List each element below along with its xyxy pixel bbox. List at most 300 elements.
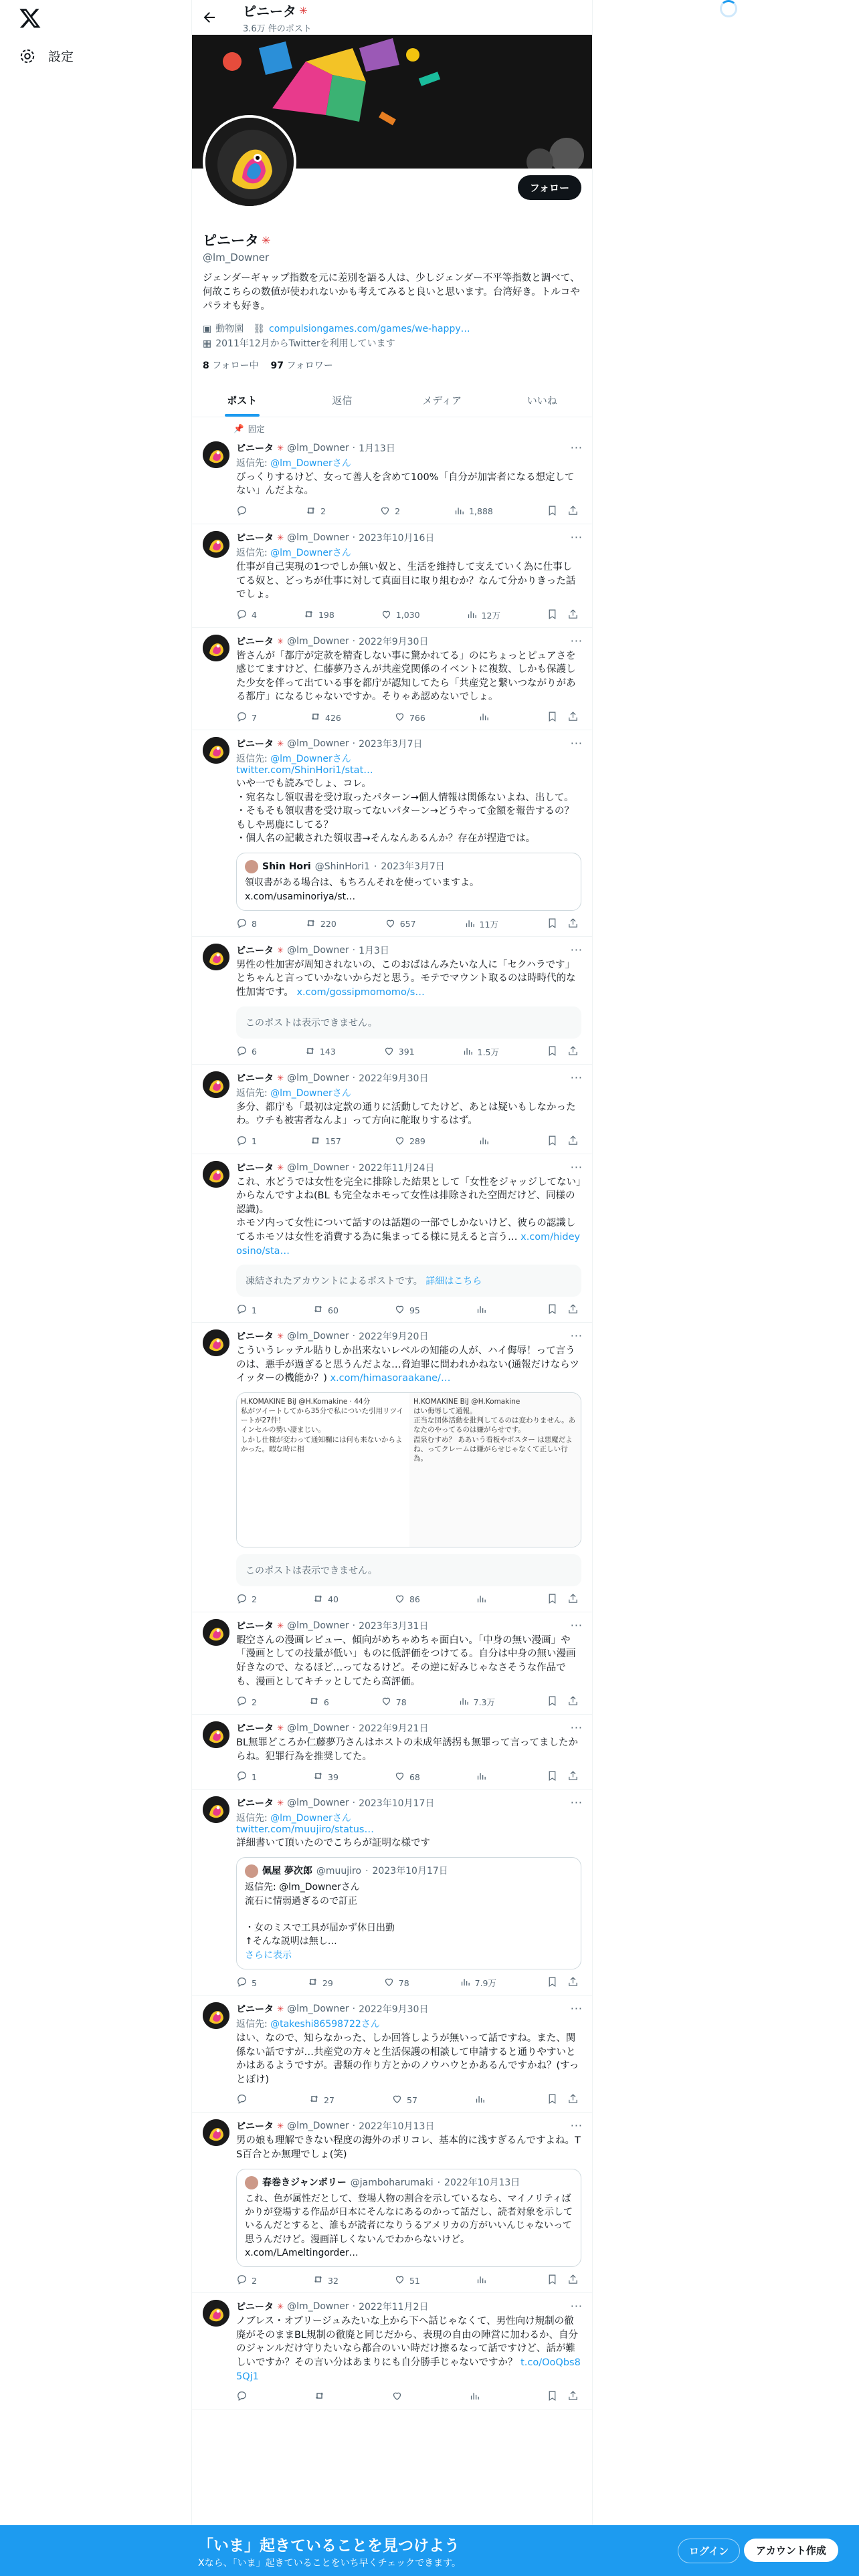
tweet-author-handle: @lm_Downer	[287, 944, 349, 956]
chart-icon	[458, 1695, 470, 1709]
share-icon[interactable]	[567, 2093, 579, 2107]
tweet[interactable]: ピニータ ✳ @lm_Downer · 2022年9月30日 返信先: @lm_Downerさん 多分、都庁も「最初は定款の通りに活動してたけど、あとは疑いもしなかったわ。ウチも被害者なんよ」って方向に舵取りするはず。 1 157 289 ···	[192, 1065, 592, 1154]
tweet-author-handle: @lm_Downer	[287, 2301, 349, 2313]
tweet-avatar[interactable]	[203, 2300, 229, 2327]
bookmark-icon[interactable]	[547, 2274, 558, 2287]
star-badge-icon: ✳	[277, 1620, 284, 1630]
retweet-icon	[312, 1303, 324, 1317]
signup-banner-subtitle: Xなら、「いま」起きていることをいち早くチェックできます。	[198, 2558, 462, 2569]
chart-icon	[476, 1593, 487, 1606]
tweet[interactable]: ピニータ ✳ @lm_Downer · 2022年11月2日 ノブレス・オブリージュみたいな上から下へ話じゃなくて、男性向け規制の徹廃がそのままBL規制の徹廃と同じだから、表現の自由の陣営に加わるか、自分のジャンルだけ守りたいなら都合のいい時だけ擦るなって話ですけど、話が難しいですか？その言い分はあまりにも自分勝手じゃないですか？ t.co/OoQbs85Qj1 ···	[192, 2293, 592, 2409]
reply-button[interactable]: 4	[236, 609, 257, 622]
views-button[interactable]	[478, 1135, 494, 1148]
timeline	[192, 435, 592, 2409]
retweet-button[interactable]: 198	[303, 609, 335, 622]
tweet-author-handle: @lm_Downer	[287, 1162, 349, 1173]
reply-icon	[236, 1593, 248, 1606]
reply-button[interactable]	[236, 2093, 252, 2107]
tweet[interactable]: ピニータ ✳ @lm_Downer · 1月3日 男性の性加害が周知されないの、このおばはんみたいな人に「セクハラです」とちゃんと言っていかないからだと思う。モテでマウント取るのは時時代的な性加害です。 x.com/gossipmomomo/s… このポストは表示できません。 6 143 391 1.5万 ···	[192, 937, 592, 1065]
tweet-avatar[interactable]	[203, 635, 229, 661]
tweet-date[interactable]: 2022年9月20日	[359, 1331, 429, 1343]
retweet-icon	[314, 2390, 325, 2403]
share-icon[interactable]	[567, 505, 579, 518]
retweet-button[interactable]: 27	[308, 2093, 335, 2107]
quote-author-handle: @jamboharumaki	[350, 2177, 434, 2188]
quoted-tweet[interactable]: 佩屋 夢次郎 @muujiro · 2023年10月17日 返信先: @lm_Downerさん 流石に情弱過ぎるので訂正 ・女のミスで工具が届かず休日出勤 ↑そんな説明は無し… さらに表示	[236, 1857, 581, 1969]
bookmark-icon[interactable]	[547, 2390, 558, 2403]
retweet-icon	[310, 711, 321, 724]
tweet-author-name[interactable]: ピニータ	[236, 945, 274, 956]
more-options-icon[interactable]: ···	[570, 2119, 583, 2133]
share-icon[interactable]	[567, 1695, 579, 1709]
followers-link[interactable]: 97 フォロワー	[270, 360, 333, 371]
tweet-author-handle: @lm_Downer	[287, 635, 349, 647]
tweet-author-name[interactable]: ピニータ	[236, 2121, 274, 2133]
unavailable-notice: 凍結されたアカウントによるポストです。 詳細はこちら	[236, 1265, 581, 1297]
tweet-author-handle: @lm_Downer	[287, 1723, 349, 1734]
share-icon[interactable]	[567, 711, 579, 724]
share-icon[interactable]	[567, 1976, 579, 1990]
reply-button[interactable]: 6	[236, 1045, 257, 1059]
retweet-button[interactable]: 60	[312, 1303, 339, 1317]
heart-icon	[394, 1770, 405, 1784]
star-badge-icon: ✳	[277, 1798, 284, 1808]
reply-icon	[236, 1045, 248, 1059]
reply-button[interactable]: 1	[236, 1303, 257, 1317]
quote-author-name: Shin Hori	[262, 861, 311, 872]
tweet-text: いや一でも読みでしょ、コレ。 ・宛名なし領収書を受け取ったパターン→個人情報は関係ないよね、出して。 ・そもそも領収書を受け取ってないパターン→どうやって金額を報告するの？もしや馬鹿にしてる？ ・個人名の記載された領収書→そんなんあるんか？存在が捏造では。	[236, 778, 574, 845]
nav-settings-label: 設定	[48, 49, 74, 64]
profile-avatar[interactable]	[203, 115, 296, 209]
share-icon[interactable]	[567, 1593, 579, 1606]
more-options-icon[interactable]: ···	[570, 2002, 583, 2016]
share-icon[interactable]	[567, 2390, 579, 2403]
more-options-icon[interactable]: ···	[570, 2300, 583, 2313]
chart-icon	[454, 505, 465, 518]
reply-context: 返信先: @takeshi86598722さん	[236, 2019, 380, 2030]
reply-context: 返信先: @lm_Downerさん	[236, 754, 351, 765]
quote-date: 2022年10月13日	[444, 2177, 520, 2188]
profile-handle: @lm_Downer	[203, 251, 270, 263]
bookmark-icon[interactable]	[547, 1976, 558, 1990]
link-icon: ⛓	[253, 324, 266, 335]
tweet-author-name[interactable]: ピニータ	[236, 1073, 274, 1084]
views-button[interactable]: 7.9万	[460, 1976, 496, 1990]
gear-icon	[19, 47, 36, 65]
tweet-author-name[interactable]: ピニータ	[236, 443, 274, 454]
retweet-button[interactable]: 6	[308, 1695, 329, 1709]
bookmark-icon[interactable]	[547, 1303, 558, 1317]
more-options-icon[interactable]: ···	[570, 530, 583, 544]
bookmark-icon[interactable]	[547, 1045, 558, 1059]
retweet-icon	[310, 1135, 321, 1148]
bookmark-icon[interactable]	[547, 2093, 558, 2107]
quote-author-name: 春巻きジャンボリー	[262, 2177, 347, 2188]
share-icon[interactable]	[567, 1303, 579, 1317]
views-button[interactable]	[478, 711, 494, 724]
follow-button[interactable]: フォロー	[518, 175, 581, 200]
reply-icon	[236, 2390, 248, 2403]
tweet-avatar[interactable]	[203, 737, 229, 764]
tweet[interactable]: ピニータ ✳ @lm_Downer · 1月13日 返信先: @lm_Downerさん びっくりするけど、女って善人を含めて100%「自分が加害者になる想定してない」んだよな。 2 2 1,888 ···	[192, 435, 592, 524]
reply-context: 返信先: @lm_Downerさん	[236, 1087, 351, 1099]
tweet-actions	[236, 1976, 581, 1990]
like-button[interactable]: 51	[394, 2274, 420, 2287]
views-button[interactable]	[469, 2390, 484, 2403]
tweet-link[interactable]: x.com/gossipmomomo/s…	[296, 986, 425, 998]
like-button[interactable]: 2	[379, 505, 400, 518]
tweet-link[interactable]: twitter.com/ShinHori1/stat…	[236, 765, 373, 776]
bookmark-icon[interactable]	[547, 1135, 558, 1148]
tweet-avatar[interactable]	[203, 1071, 229, 1098]
reply-icon	[236, 1695, 248, 1709]
star-badge-icon: ✳	[277, 1723, 284, 1733]
tweet-author-name[interactable]: ピニータ	[236, 636, 274, 647]
heart-icon	[381, 1695, 392, 1709]
tweet[interactable]: ピニータ ✳ @lm_Downer · 2023年3月31日 暇空さんの漫画レビュー、傾向がめちゃめちゃ面白い。「中身の無い漫画」や「漫画としての技量が低い」ものに低評価をつけてる。自分は中身の無い漫画好きなので、なるほど…ってなるけど。その逆に好みじゃなさそうな作品でも、漫画としてキチッとしてたら高評価。 2 6 78 7.3万 ···	[192, 1612, 592, 1715]
tweet-avatar[interactable]	[203, 1796, 229, 1823]
tweet-avatar[interactable]	[203, 1329, 229, 1356]
chart-icon	[462, 1045, 474, 1059]
quote-date: 2023年10月17日	[372, 1865, 448, 1876]
tab-media[interactable]: メディア	[422, 394, 462, 407]
tweet-actions	[236, 2274, 581, 2287]
tweet-author-handle: @lm_Downer	[287, 442, 349, 453]
profile-website[interactable]: compulsiongames.com/games/we-happy…	[269, 324, 470, 335]
retweet-button[interactable]	[314, 2390, 329, 2403]
reply-button[interactable]: 2	[236, 1593, 257, 1606]
tweet[interactable]: ピニータ ✳ @lm_Downer · 2023年3月7日 返信先: @lm_Downerさん twitter.com/ShinHori1/stat… いや一でも読みでしょ、コレ。 ・宛名なし領収書を受け取ったパターン→個人情報は関係ないよね、出して。 ・そもそも領収書を受け取ってないパターン→どうやって金額を報告するの？もしや馬鹿にしてる？ ・個人名の記載された領収書→そんなんあるんか？存在が捏造では。 Shin Hori @ShinHori1 · 2023年3月7日 領収書がある場合は、もちろんそれを使っていますよ。 x.com/usaminoriya/st… 8 220 657 11万 ···	[192, 730, 592, 937]
heart-icon	[383, 1976, 395, 1990]
tweet-author-name[interactable]: ピニータ	[236, 2004, 274, 2016]
tweet-link[interactable]: x.com/hideyosino/sta…	[236, 1232, 581, 1257]
tweet-avatar[interactable]	[203, 441, 229, 468]
tweet[interactable]: ピニータ ✳ @lm_Downer · 2023年10月16日 返信先: @lm_Downerさん 仕事が自己実現の1つでしか無い奴と、生活を維持して支えていく為に仕事してる奴と、どっちが仕事に対して真面目に取り組むか？なんて分かりきった話でしょ。 4 198 1,030 12万 ···	[192, 524, 592, 628]
tweet-actions	[236, 1593, 581, 1606]
tweet[interactable]: ピニータ ✳ @lm_Downer · 2022年10月13日 男の娘も理解できない程度の海外のポリコレ、基本的に浅すぎるんですよね。TS百合とか無理でしょ(笑) 春巻きジャンボリー @jamboharumaki · 2022年10月13日 これ、色が属性だとして、登場人物の割合を示しているなら、マイノリティばかりが登場する作品が日本にそんなにあるのかって話だし、読者対象を示しているんだとすると、誰もが読者になりうるアメリカの方がいいんじゃないって思うんだけど。漫画詳しくないんでわからないけど。 x.com/LAmeltingorder… 2 32 51 ···	[192, 2113, 592, 2293]
share-icon[interactable]	[567, 918, 579, 931]
tweet-link[interactable]: t.co/OoQbs85Qj1	[236, 2357, 581, 2382]
bookmark-icon[interactable]	[547, 1593, 558, 1606]
tweet-date[interactable]: 2022年9月30日	[359, 1073, 429, 1084]
retweet-button[interactable]: 39	[312, 1770, 339, 1784]
tweet-date[interactable]: 1月13日	[359, 443, 395, 454]
more-options-icon[interactable]: ···	[570, 737, 583, 750]
tweet[interactable]: ピニータ ✳ @lm_Downer · 2022年9月20日 こういうレッテル貼りしか出来ないレベルの知能の人が、ハイ侮辱！って言うのは、悪手が過ぎると思うんだよな…脅迫罪に問われかねない(通報だけならツイッターの機能か？) x.com/himasoraakane/… H.KOMAKINE BiJ @H.Komakine · 44分 私がツイートしてから35分で私についた引用リツイートが27件！ インセルの勢い凄まじい。 しかし仕様が変わって通知欄には何も来ないからよかった。暇な時に相 H.KOMAKINE BiJ @H.Komakine はい侮辱して通報。 正当な団体活動を批判してるのは変わりません。あなたのやってるのは嫌がらせです。 温泉むすめ？ ああいう看板やポスター は悪魔だよね、ってクレームは嫌がらせじゃなくて正しい行為。 このポストは表示できません。 2 40 86 ···	[192, 1323, 592, 1612]
star-badge-icon: ✳	[277, 2121, 284, 2131]
reply-to-link[interactable]: @lm_Downerさん	[270, 1087, 351, 1099]
star-badge-icon: ✳	[277, 945, 284, 955]
tweet-actions	[236, 1695, 581, 1709]
tweet-avatar[interactable]	[203, 1161, 229, 1188]
profile-joined: 2011年12月からTwitterを利用しています	[215, 338, 395, 350]
like-button[interactable]: 391	[383, 1045, 415, 1059]
reply-button[interactable]	[236, 2390, 252, 2403]
views-button[interactable]	[476, 2274, 491, 2287]
tweet-author-name[interactable]: ピニータ	[236, 1723, 274, 1735]
tweet-actions	[236, 2390, 581, 2403]
tweet-text: 皆さんが「都庁が定款を精査しない事に驚かれてる」のにちょっとピュアさを感じてますけど、仁藤夢乃さんが共産党関係のイベントに複数、しかも保護した少女を伴って出ている事を都庁が認知してたら「共産党と繋いつながりがある都庁」になるじゃないですか。そりゃあ認めないでしょ。	[236, 650, 576, 703]
reply-to-link[interactable]: @lm_Downerさん	[270, 754, 351, 765]
bookmark-icon[interactable]	[547, 1695, 558, 1709]
retweet-button[interactable]: 40	[312, 1593, 339, 1606]
star-badge-icon: ✳	[277, 2302, 284, 2312]
calendar-icon: ▦	[203, 338, 212, 350]
tweet-text: ノブレス・オブリージュみたいな上から下へ話じゃなくて、男性向け規制の徹廃がそのままBL規制の徹廃と同じだから、表現の自由の陣営に加わるか、自分のジャンルだけ守りたいなら都合のいい時だけ擦るなって話ですけど、話が難しいですか？その言い分はあまりにも自分勝手じゃないですか？ t.co/OoQbs85Qj1	[236, 2316, 581, 2382]
tweet-actions	[236, 505, 581, 518]
tweet-actions	[236, 1770, 581, 1784]
retweet-button[interactable]: 426	[310, 711, 341, 724]
quoted-tweet[interactable]: 春巻きジャンボリー @jamboharumaki · 2022年10月13日 これ、色が属性だとして、登場人物の割合を示しているなら、マイノリティばかりが登場する作品が日本にそんなにあるのかって話だし、読者対象を示しているんだとすると、誰もが読者になりうるアメリカの方がいいんじゃないって思うんだけど。漫画詳しくないんでわからないけど。 x.com/LAmeltingorder…	[236, 2169, 581, 2268]
like-button[interactable]	[391, 2390, 407, 2403]
tweet-actions	[236, 918, 581, 931]
show-more-link[interactable]: さらに表示	[245, 1949, 292, 1961]
views-button[interactable]: 1.5万	[462, 1045, 499, 1059]
star-badge-icon: ✳	[277, 2004, 284, 2014]
bookmark-icon[interactable]	[547, 711, 558, 724]
like-button[interactable]: 766	[394, 711, 425, 724]
tweet-text: 多分、都庁も「最初は定款の通りに活動してたけど、あとは疑いもしなかったわ。ウチも被害者なんよ」って方向に舵取りするはず。	[236, 1101, 576, 1127]
tweet-author-handle: @lm_Downer	[287, 1620, 349, 1631]
tweet-avatar[interactable]	[203, 944, 229, 970]
like-button[interactable]: 289	[394, 1135, 425, 1148]
heart-icon	[383, 1045, 395, 1059]
tweet-actions	[236, 711, 581, 724]
heart-icon	[381, 609, 392, 622]
tweet-text: 男の娘も理解できない程度の海外のポリコレ、基本的に浅すぎるんですよね。TS百合とか無理でしょ(笑)	[236, 2135, 581, 2160]
like-button[interactable]: 95	[394, 1303, 420, 1317]
signup-banner-title: 「いま」起きていることを見つけよう	[198, 2537, 460, 2555]
tweet-author-handle: @lm_Downer	[287, 2121, 349, 2132]
retweet-button[interactable]: 220	[305, 918, 337, 931]
tweet-author-name[interactable]: ピニータ	[236, 1162, 274, 1174]
tweet-author-handle: @lm_Downer	[287, 532, 349, 543]
tweet-actions	[236, 1135, 581, 1148]
like-button[interactable]: 86	[394, 1593, 420, 1606]
quote-avatar	[245, 1864, 258, 1878]
login-button[interactable]: ログイン	[678, 2539, 740, 2563]
retweet-button[interactable]: 157	[310, 1135, 341, 1148]
tweet-date[interactable]: 2023年10月17日	[359, 1798, 435, 1810]
bookmark-icon[interactable]	[547, 505, 558, 518]
quote-author-handle: @muujiro	[316, 1865, 362, 1876]
tweet-date[interactable]: 2023年3月7日	[359, 739, 423, 750]
tweet-author-handle: @lm_Downer	[287, 1798, 349, 1809]
bookmark-icon[interactable]	[547, 918, 558, 931]
pinned-label	[192, 417, 592, 435]
tweet-date[interactable]: 2023年10月16日	[359, 532, 435, 544]
tweet-media[interactable]	[236, 1392, 581, 1547]
tweet-date[interactable]: 2022年9月30日	[359, 636, 429, 647]
bookmark-icon[interactable]	[547, 1770, 558, 1784]
retweet-icon	[307, 1976, 318, 1990]
retweet-icon	[304, 1045, 316, 1059]
heart-icon	[379, 505, 391, 518]
views-button[interactable]	[476, 1770, 491, 1784]
tweet-text: こういうレッテル貼りしか出来ないレベルの知能の人が、ハイ侮辱！って言うのは、悪手が過ぎると思うんだよな…脅迫罪に問われかねない(通報だけならツイッターの機能か？) x.com/himasoraakane/…	[236, 1346, 579, 1384]
tweet-text: 暇空さんの漫画レビュー、傾向がめちゃめちゃ面白い。「中身の無い漫画」や「漫画としての技量が低い」ものに低評価をつけてる。自分は中身の無い漫画好きなので、なるほど…ってなるけど。その逆に好みじゃなさそうな作品でも、漫画としてキチッとしてたら高評価。	[236, 1634, 576, 1687]
tweet-author-name[interactable]: ピニータ	[236, 1620, 274, 1632]
tweet-author-handle: @lm_Downer	[287, 738, 349, 750]
tweet[interactable]: ピニータ ✳ @lm_Downer · 2022年11月24日 これ、水どうでは女性を完全に排除した結果として「女性をジャッジしてない」からなんですよね(BL も完全なホモって女性は排除された空間だけど、同様の認識)。 ホモソ内って女性について話すのは話題の一部でしかないけど、彼らの認識してるホモソは女性を消費する為に集まってる様に見えると言う… x.com/hideyosino/sta… 凍結されたアカウントによるポストです。 詳細はこちら 1 60 95 ···	[192, 1154, 592, 1323]
tweet-media-image: H.KOMAKINE BiJ @H.Komakine はい侮辱して通報。 正当な団体活動を批判してるのは変わりません。あなたのやってるのは嫌がらせです。 温泉むすめ？ ああいう看板やポスター は悪魔だよね、ってクレームは嫌がらせじゃなくて正しい行為。	[409, 1393, 581, 1547]
views-button[interactable]: 12万	[466, 609, 500, 622]
reply-icon	[236, 1135, 248, 1148]
like-button[interactable]: 57	[391, 2093, 417, 2107]
chart-icon	[478, 1135, 490, 1148]
retweet-icon	[303, 609, 314, 622]
tweet-author-name[interactable]: ピニータ	[236, 1798, 274, 1810]
tweet-link[interactable]: x.com/himasoraakane/…	[330, 1373, 451, 1384]
retweet-button[interactable]: 32	[312, 2274, 339, 2287]
views-button[interactable]: 11万	[464, 918, 498, 931]
quote-text: 返信先: @lm_Downerさん 流石に情弱過ぎるので訂正 ・女のミスで工具が届かず休日出勤 ↑そんな説明は無し…	[245, 1882, 395, 1947]
more-options-icon[interactable]: ···	[570, 1796, 583, 1810]
more-options-icon[interactable]: ···	[570, 634, 583, 647]
retweet-button[interactable]: 29	[307, 1976, 333, 1990]
reply-icon	[236, 918, 248, 931]
chart-icon	[474, 2093, 486, 2107]
more-options-icon[interactable]: ···	[570, 1721, 583, 1735]
tweet-text: BL無罪どころか仁藤夢乃さんはホストの未成年誘拐も無罪って言ってましたからね。犯罪行為を推奨してた。	[236, 1737, 579, 1762]
heart-icon	[394, 1593, 405, 1606]
back-arrow-icon[interactable]	[201, 9, 217, 25]
retweet-button[interactable]: 2	[305, 505, 326, 518]
quote-text: これ、色が属性だとして、登場人物の割合を示しているなら、マイノリティばかりが登場する作品が日本にそんなにあるのかって話だし、読者対象を示しているんだとすると、誰もが読者になりうるアメリカの方がいいんじゃないって思うんだけど。漫画詳しくないんでわからないけど。 x.com/LAmeltingorder…	[245, 2193, 573, 2258]
tweet-author-name[interactable]: ピニータ	[236, 1331, 274, 1343]
star-badge-icon: ✳	[299, 4, 308, 17]
tweet-date[interactable]: 2022年11月24日	[359, 1162, 435, 1174]
tweet-text: これ、水どうでは女性を完全に排除した結果として「女性をジャッジしてない」からなんですよね(BL も完全なホモって女性は排除された空間だけど、同様の認識)。 ホモソ内って女性について話すのは話題の一部でしかないけど、彼らの認識してるホモソは女性を消費する為に集まってる様に見えると言う… x.com/hideyosino/sta…	[236, 1176, 581, 1257]
share-icon[interactable]	[567, 609, 579, 622]
views-button[interactable]: 1,888	[454, 505, 493, 518]
tweet-avatar[interactable]	[203, 2119, 229, 2146]
more-options-icon[interactable]: ···	[570, 1618, 583, 1632]
tweet-text: びっくりするけど、女って善人を含めて100%「自分が加害者になる想定してない」んだよな。	[236, 471, 575, 497]
share-icon[interactable]	[567, 1770, 579, 1784]
tweet-media-image: H.KOMAKINE BiJ @H.Komakine · 44分 私がツイートしてから35分で私についた引用リツイートが27件！ インセルの勢い凄まじい。 しかし仕様が変わって通知欄には何も来ないからよかった。暇な時に相	[237, 1393, 408, 1547]
tweet-author-name[interactable]: ピニータ	[236, 2302, 274, 2313]
pinned-text: 固定	[248, 423, 265, 434]
tweet-actions	[236, 1303, 581, 1317]
tweet[interactable]: ピニータ ✳ @lm_Downer · 2022年9月30日 返信先: @takeshi86598722さん はい、なので、知らなかった、しか回答しようが無いって話ですね。また、関係ない話ですが…共産党の方々と生活保護の相談して申請すると通りやすいとかはあるようですが。書類の作り方とかのノウハウとかあるんですかね？(すっとぼけ) 27 57 ···	[192, 1996, 592, 2113]
tweet-avatar[interactable]	[203, 1619, 229, 1646]
tweet-actions	[236, 609, 581, 622]
reply-button[interactable]: 7	[236, 711, 257, 724]
tweet-date[interactable]: 2022年9月30日	[359, 2004, 429, 2016]
like-button[interactable]: 68	[394, 1770, 420, 1784]
reply-button[interactable]: 2	[236, 2274, 257, 2287]
tweet-date[interactable]: 2022年9月21日	[359, 1723, 429, 1735]
reply-to-link[interactable]: @lm_Downerさん	[270, 457, 351, 469]
tweet-date[interactable]: 2022年11月2日	[359, 2302, 429, 2313]
more-options-icon[interactable]: ···	[570, 1329, 583, 1343]
like-button[interactable]: 657	[385, 918, 416, 931]
reply-button[interactable]: 8	[236, 918, 257, 931]
chart-icon	[464, 918, 476, 931]
reply-button[interactable]: 1	[236, 1770, 257, 1784]
tab-posts[interactable]: ポスト	[192, 383, 292, 417]
reply-to-link[interactable]: @lm_Downerさん	[270, 547, 351, 558]
views-button[interactable]	[476, 1593, 491, 1606]
x-logo-icon[interactable]	[19, 7, 41, 29]
share-icon[interactable]	[567, 1045, 579, 1059]
chart-icon	[460, 1976, 471, 1990]
like-button[interactable]: 1,030	[381, 609, 420, 622]
signup-button[interactable]: アカウント作成	[744, 2539, 838, 2562]
tweet-date[interactable]: 2022年10月13日	[359, 2121, 435, 2133]
retweet-button[interactable]: 143	[304, 1045, 336, 1059]
tweet[interactable]: ピニータ ✳ @lm_Downer · 2022年9月30日 皆さんが「都庁が定款を精査しない事に驚かれてる」のにちょっとピュアさを感じてますけど、仁藤夢乃さんが共産党関係のイベントに複数、しかも保護した少女を伴って出ている事を都庁が認知してたら「共産党と繋いつながりがある都庁」になるじゃないですか。そりゃあ認めないでしょ。 7 426 766 ···	[192, 628, 592, 730]
tweet-date[interactable]: 1月3日	[359, 945, 389, 956]
tab-replies[interactable]: 返信	[332, 394, 353, 407]
quote-author-handle: @ShinHori1	[314, 861, 370, 872]
retweet-icon	[312, 1593, 324, 1606]
reply-button[interactable]	[236, 505, 252, 518]
more-options-icon[interactable]: ···	[570, 441, 583, 454]
tweet-date[interactable]: 2023年3月31日	[359, 1620, 429, 1632]
heart-icon	[391, 2093, 403, 2107]
share-icon[interactable]	[567, 2274, 579, 2287]
tweet-avatar[interactable]	[203, 531, 229, 558]
reply-context: 返信先: @lm_Downerさん	[236, 547, 351, 558]
more-options-icon[interactable]: ···	[570, 943, 583, 956]
following-link[interactable]: 8 フォロー中	[203, 360, 259, 371]
tweet-author-name[interactable]: ピニータ	[236, 739, 274, 750]
tweet-avatar[interactable]	[203, 1721, 229, 1748]
like-button[interactable]: 78	[381, 1695, 407, 1709]
like-button[interactable]: 78	[383, 1976, 409, 1990]
reply-button[interactable]: 1	[236, 1135, 257, 1148]
tweet-link[interactable]: twitter.com/muujiro/status…	[236, 1824, 374, 1836]
star-badge-icon: ✳	[277, 443, 284, 453]
learn-more-link[interactable]: 詳細はこちら	[425, 1276, 482, 1287]
tweet-author-name[interactable]: ピニータ	[236, 532, 274, 544]
reply-icon	[236, 2093, 248, 2107]
bookmark-icon[interactable]	[547, 609, 558, 622]
reply-icon	[236, 1976, 248, 1990]
views-button[interactable]	[474, 2093, 490, 2107]
tweet-avatar[interactable]	[203, 2002, 229, 2029]
retweet-icon	[312, 2274, 324, 2287]
tweet[interactable]: ピニータ ✳ @lm_Downer · 2022年9月21日 BL無罪どころか仁藤夢乃さんはホストの未成年誘拐も無罪って言ってましたからね。犯罪行為を推奨してた。 1 39 68 ···	[192, 1715, 592, 1790]
tweet[interactable]: ピニータ ✳ @lm_Downer · 2023年10月17日 返信先: @lm_Downerさん twitter.com/muujiro/status… 詳細書いて頂いたのでこちらが証明な様です 佩屋 夢次郎 @muujiro · 2023年10月17日 返信先: @lm_Downerさん 流石に情弱過ぎるので訂正 ・女のミスで工具が届かず休日出勤 ↑そんな説明は無し… さらに表示 5 29 78 7.9万 ···	[192, 1790, 592, 1996]
tab-likes[interactable]: いいね	[527, 394, 557, 407]
reply-button[interactable]: 5	[236, 1976, 257, 1990]
reply-button[interactable]: 2	[236, 1695, 257, 1709]
chart-icon	[476, 1770, 487, 1784]
share-icon[interactable]	[567, 1135, 579, 1148]
header-post-count: 3.6万 件のポスト	[243, 24, 312, 34]
star-badge-icon: ✳	[277, 636, 284, 646]
pin-icon: 📌	[233, 423, 244, 433]
briefcase-icon: ▣	[203, 324, 212, 335]
retweet-icon	[312, 1770, 324, 1784]
star-badge-icon: ✳	[277, 739, 284, 749]
quoted-tweet[interactable]: Shin Hori @ShinHori1 · 2023年3月7日 領収書がある場合は、もちろんそれを使っていますよ。 x.com/usaminoriya/st…	[236, 853, 581, 911]
more-options-icon[interactable]: ···	[570, 1160, 583, 1174]
views-button[interactable]	[476, 1303, 491, 1317]
views-button[interactable]: 7.3万	[458, 1695, 495, 1709]
reply-to-link[interactable]: @takeshi86598722さん	[270, 2019, 380, 2030]
nav-settings[interactable]	[19, 47, 74, 65]
retweet-icon	[308, 2093, 320, 2107]
reply-context: 返信先: @lm_Downerさん	[236, 1813, 351, 1824]
more-options-icon[interactable]: ···	[570, 1071, 583, 1084]
quote-text: 領収書がある場合は、もちろんそれを使っていますよ。 x.com/usaminoriya/st…	[245, 877, 479, 902]
chart-icon	[476, 2274, 487, 2287]
reply-to-link[interactable]: @lm_Downerさん	[270, 1813, 351, 1824]
